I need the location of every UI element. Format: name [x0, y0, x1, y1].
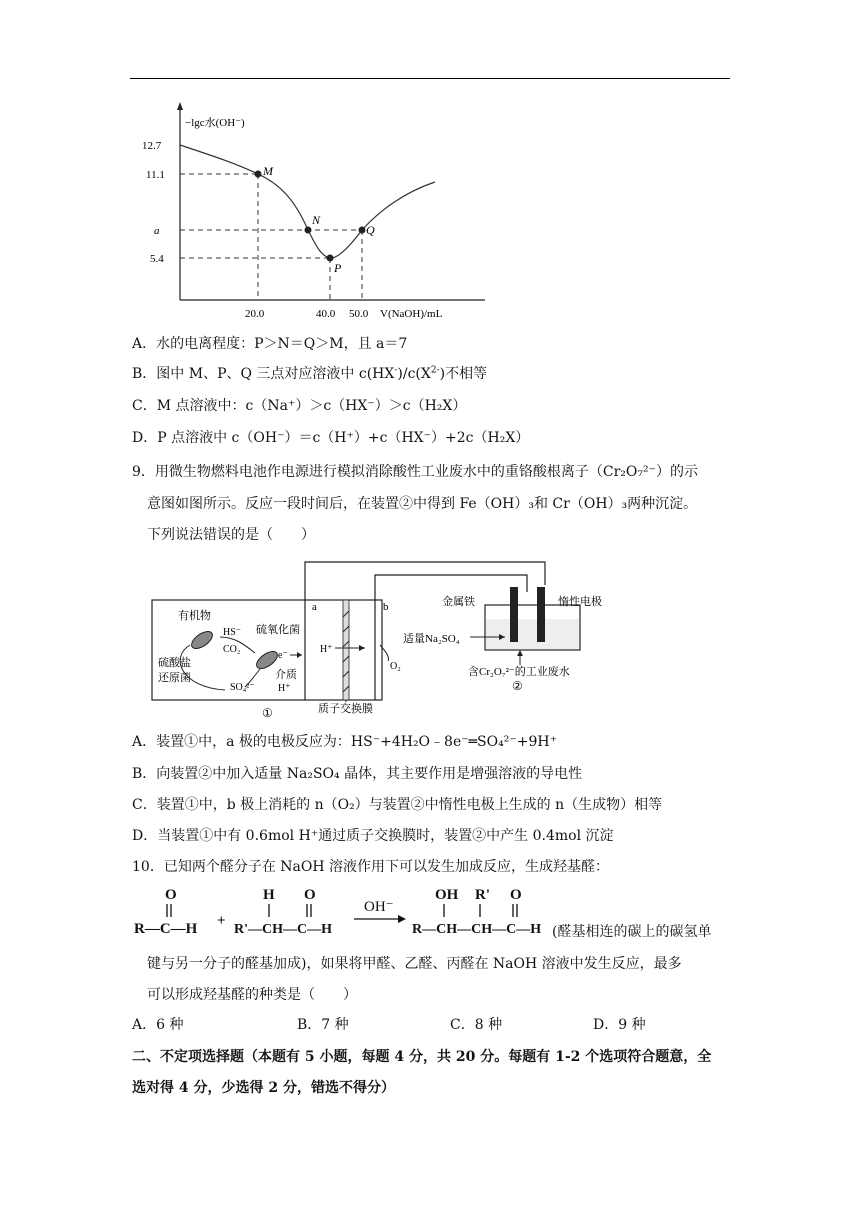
organic-label: 有机物 [178, 610, 211, 622]
product-oh: OH [435, 887, 459, 903]
top-rule [130, 78, 730, 79]
h-plus-label-1: H⁺ [278, 683, 291, 694]
q10-tail: (醛基相连的碳上的碳氢单 [552, 924, 712, 940]
q9-stem-line3: 下列说法错误的是（ ） [147, 527, 315, 543]
sulfate-bacteria-label-2: 还原菌 [158, 672, 191, 684]
q10-stem-line2: 键与另一分子的醛基加成)，如果将甲醛、乙醛、丙醛在 NaOH 溶液中发生反应，最多 [147, 956, 682, 972]
point-n-label: N [312, 213, 321, 227]
q8-option-c: C．M 点溶液中：c（Na⁺）＞c（HX⁻）＞c（H₂X） [132, 398, 467, 414]
point-q-label: Q [366, 223, 375, 237]
point-p-label: P [334, 261, 342, 275]
y-tick-11-1: 11.1 [146, 169, 165, 181]
q10-option-b: B．7 种 [297, 1017, 349, 1033]
product: R—CH—CH—C—H [412, 922, 542, 937]
y-tick-12-7: 12.7 [142, 140, 162, 152]
point-n [305, 227, 312, 234]
catalyst-oh: OH⁻ [364, 899, 394, 915]
point-m [255, 171, 262, 178]
q8-option-a: A．水的电离程度：P＞N＝Q＞M，且 a＝7 [132, 336, 408, 352]
device2-label: ② [512, 679, 523, 693]
o2-label: O₂ [390, 661, 401, 672]
h-plus-label-2: H⁺ [320, 644, 333, 655]
q9-stem-line2: 意图如图所示。反应一段时间后，在装置②中得到 Fe（OH）₃和 Cr（OH）₃两种沉淀。 [147, 496, 698, 512]
co2-label: CO₂ [223, 644, 241, 655]
bacterium-1 [189, 628, 216, 652]
q9-option-d: D．当装置①中有 0.6mol H⁺通过质子交换膜时，装置②中产生 0.4mol 沉淀 [132, 828, 614, 844]
so4-label: SO₄²⁻ [230, 682, 255, 693]
q9-stem-line1: 9．用微生物燃料电池作电源进行模拟消除酸性工业废水中的重铬酸根离子（Cr₂O₇²⁻）的示 [132, 464, 699, 480]
q10-stem-line3: 可以形成羟基醛的种类是（ ） [147, 987, 357, 1003]
reactant1-o: O [165, 887, 177, 903]
plus-sign: + [217, 913, 226, 929]
q8-b-mid: )/c(X [397, 366, 431, 382]
reactant2-h: H [263, 887, 275, 903]
electrode-b-label: b [383, 601, 389, 613]
point-p [327, 255, 334, 262]
reactant1: R—C—H [134, 921, 198, 937]
medium-label: 介质 [275, 669, 297, 681]
inert-electrode-label: 惰性电极 [558, 596, 602, 608]
product-rprime: R' [475, 887, 490, 903]
na2so4-label: 适量Na₂SO₄ [403, 633, 460, 645]
q10-option-c: C．8 种 [450, 1017, 503, 1033]
q9-option-b: B．向装置②中加入适量 Na₂SO₄ 晶体，其主要作用是增强溶液的导电性 [132, 766, 583, 782]
device1-label: ① [262, 706, 273, 720]
q10-option-a: A．6 种 [132, 1017, 184, 1033]
y-tick-5-4: 5.4 [150, 253, 164, 265]
x-tick-50: 50.0 [349, 308, 369, 320]
y-tick-a: a [154, 225, 160, 237]
point-m-label: M [263, 164, 273, 178]
reactant2-o: O [304, 887, 316, 903]
reactant2: R'—CH—C—H [234, 922, 332, 937]
wastewater-label: 含Cr₂O₇²⁻的工业废水 [468, 666, 570, 678]
q8-b-post: )不相等 [439, 366, 488, 382]
aldol-reaction [132, 885, 552, 940]
q10-option-d: D．9 种 [593, 1017, 646, 1033]
q8-b-pre: B．图中 M、P、Q 三点对应溶液中 c(HX [132, 366, 395, 382]
point-q [359, 227, 366, 234]
product-o: O [510, 887, 522, 903]
q10-stem-line1: 10．已知两个醛分子在 NaOH 溶液作用下可以发生加成反应，生成羟基醛： [132, 859, 609, 875]
iron-label: 金属铁 [442, 596, 475, 608]
y-axis-label: −lgc水(OH⁻) [185, 117, 245, 129]
q8-option-d: D．P 点溶液中 c（OH⁻）＝c（H⁺）+c（HX⁻）+2c（H₂X） [132, 430, 530, 446]
section2-heading-line1: 二、不定项选择题（本题有 5 小题，每题 4 分，共 20 分。每题有 1-2 个选项符合题意，全 [132, 1049, 712, 1065]
section2-heading-line2: 选对得 4 分，少选得 2 分，错选不得分） [132, 1080, 395, 1096]
q9-option-c: C．装置①中，b 极上消耗的 n（O₂）与装置②中惰性电极上生成的 n（生成物）相等 [132, 797, 663, 813]
membrane-label: 质子交换膜 [318, 703, 373, 715]
hs-label-1: HS⁻ [223, 627, 242, 638]
sulfur-bacteria-label: 硫氧化菌 [256, 624, 300, 636]
fuel-cell-diagram [150, 557, 630, 722]
sulfate-bacteria-label-1: 硫酸盐 [158, 657, 191, 669]
q9-option-a: A．装置①中，a 极的电极反应为：HS⁻+4H₂O﹣8e⁻═SO₄²⁻+9H⁺ [132, 734, 557, 750]
q8-option-b: B．图中 M、P、Q 三点对应溶液中 $c(HX^-)/c(X^{2-})$不相等 [132, 365, 488, 382]
x-axis-label: V(NaOH)/mL [380, 308, 443, 320]
electrode-a-label: a [312, 601, 317, 613]
titration-graph [140, 100, 500, 325]
x-tick-20: 20.0 [245, 308, 265, 320]
electron-label: e⁻ [278, 650, 288, 661]
x-tick-40: 40.0 [316, 308, 336, 320]
